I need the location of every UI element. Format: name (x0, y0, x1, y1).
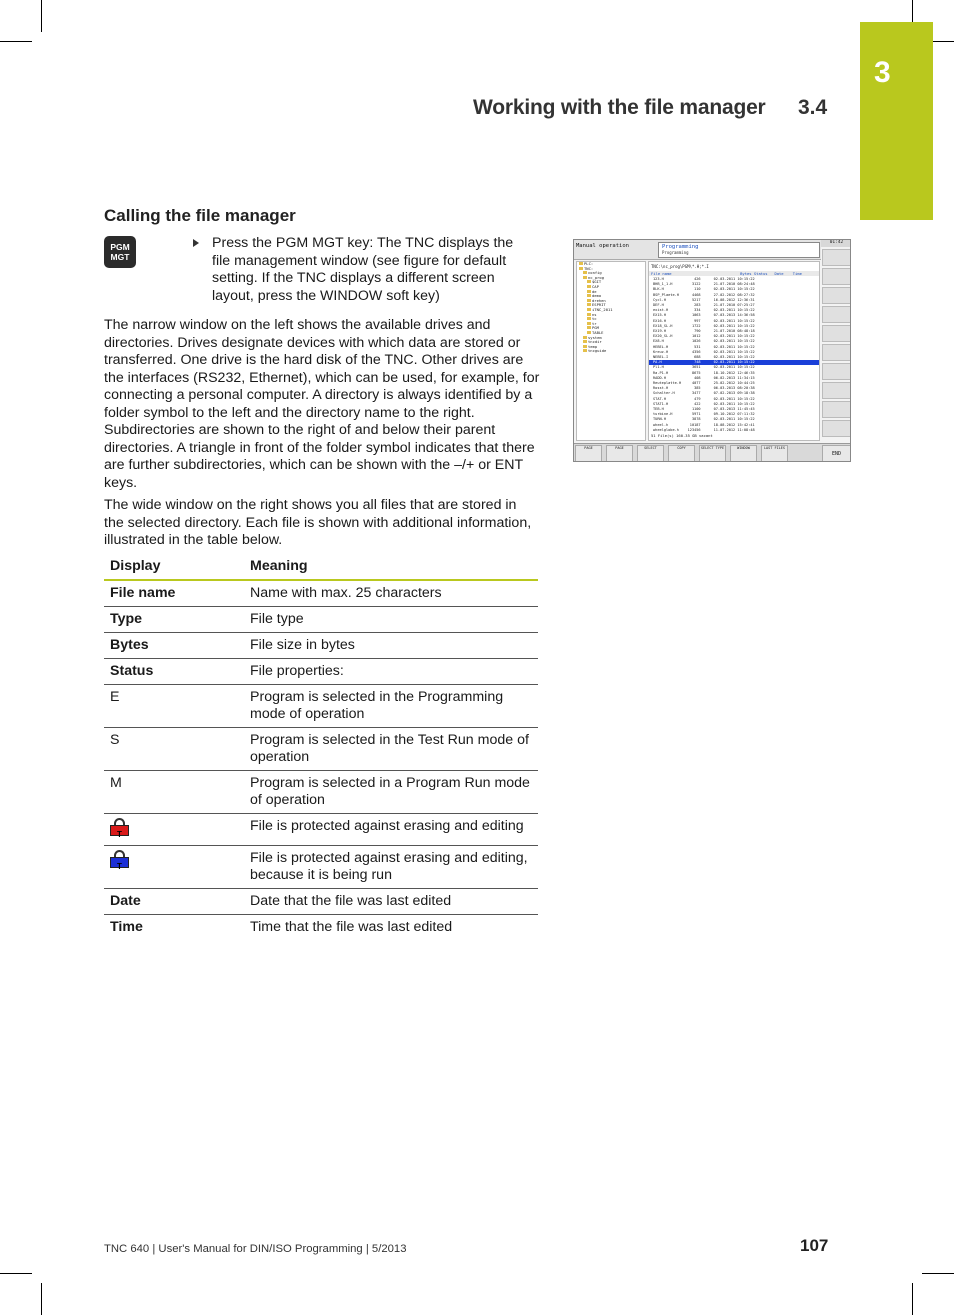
file-row[interactable]: DEF.H 283 21-07-2010 07:25:27 (653, 303, 755, 307)
display-cell: Status (104, 659, 244, 685)
file-row[interactable]: STAT.H 479 02-03-2011 10:15:22 (653, 396, 755, 401)
tree-item-label: config (588, 270, 602, 276)
folder-icon (587, 303, 591, 306)
tree-item-label: TABLE (592, 329, 604, 335)
tree-item-label: ESPRIT (592, 302, 606, 308)
tree-item-label: CAP (592, 283, 599, 289)
display-cell: E (104, 685, 244, 728)
directory-tree[interactable] (576, 261, 646, 441)
tree-item-label: $GIT (592, 279, 602, 285)
mode-manual-operation: Manual operation (576, 243, 629, 249)
meaning-cell: Time that the file was last edited (250, 919, 453, 935)
meaning-cell: Program is selected in a Program Run mode of operation (244, 771, 538, 814)
file-row[interactable]: wheel.h 10187 18-08-2012 15:42:41 (653, 422, 755, 427)
file-row[interactable]: turbine.H 5971 09-10-2012 07:11:32 (653, 412, 755, 417)
table-row (104, 607, 538, 633)
softkey[interactable]: COPY (668, 445, 695, 462)
tree-item-label: iTNC_2011 (592, 306, 613, 312)
tree-item-label: tc (592, 316, 597, 322)
file-row[interactable]: Reuteplatte.H 4077 25-02-2012 10:44:25 (653, 381, 755, 385)
lock-red-icon (110, 818, 129, 839)
display-cell: M (104, 771, 244, 814)
folder-icon (583, 345, 587, 348)
lock-letter: T (117, 830, 122, 839)
crop-mark (912, 1283, 913, 1315)
display-cell: File name (104, 580, 244, 607)
tree-item-label: PLC: (584, 261, 594, 266)
paragraph-drives: The narrow window on the left shows the available drives and directories. Drives designate devices with which data are stored or transferred. One drive is the hard disk of the TNC. Other drives are the interfaces (RS232, Ethernet), which can be used, for example, for connecting a personal computer. A directory is always identified by a folder symbol to the left and the directory name to the right. Subdirectories are shown to the right of and below their parent directories. A triangle in front of the folder symbol indicates that there are further subdirectories, which can be shown with the –/+ or ENT keys. (104, 317, 540, 491)
folder-icon (587, 290, 591, 293)
file-list-window (648, 261, 820, 441)
vertical-softkeys (822, 249, 851, 439)
crop-mark (41, 0, 42, 32)
file-row[interactable]: wheelglobe.h 123456 11-07-2012 11:08:48 (653, 427, 755, 432)
file-row[interactable]: Rosst.H 385 06-03-2013 08:20:38 (653, 386, 755, 391)
folder-icon (583, 271, 587, 274)
folder-icon (587, 322, 591, 325)
folder-icon (583, 336, 587, 339)
tree-item-label: de (592, 288, 597, 294)
folder-icon (579, 267, 583, 270)
lock-letter: T (117, 862, 122, 871)
file-row[interactable]: BHB_1_1.H 3122 21-07-2010 08:24:48 (653, 282, 755, 287)
running-header-title: Working with the file manager (473, 96, 766, 119)
meaning-cell: File is protected against erasing and editing, because it is being run (244, 846, 538, 889)
table-row (104, 771, 538, 814)
tree-item-label: demo (592, 293, 602, 299)
table-row (104, 814, 538, 846)
side-softkey[interactable] (822, 420, 851, 437)
tree-item[interactable] (577, 349, 645, 354)
display-cell (104, 846, 244, 889)
mode-programming-sub: Programming (662, 250, 689, 255)
side-softkey[interactable] (822, 306, 851, 323)
mode-bar (574, 240, 821, 260)
file-row[interactable]: EX18_SL.H 1722 02-03-2011 10:15:22 (653, 323, 755, 328)
section-heading: Calling the file manager (104, 206, 296, 225)
file-row[interactable]: HEBEL.H 531 02-03-2011 10:15:22 (653, 344, 755, 349)
end-softkey[interactable]: END (822, 445, 851, 462)
tree-item-label: ns (592, 311, 597, 317)
meaning-cell: File size in bytes (244, 633, 538, 659)
file-row[interactable]: EX8.H 1026 02-03-2011 10:15:22 (653, 339, 755, 344)
folder-icon (587, 280, 591, 283)
bullet-arrow-icon (193, 239, 199, 247)
file-row[interactable]: EX15.H 1063 07-03-2013 14:36:58 (653, 313, 755, 318)
folder-icon (587, 317, 591, 320)
file-row[interactable]: Kreuz.H 4356 02-03-2011 10:15:22 (653, 349, 755, 354)
tree-item-label: system (588, 334, 602, 340)
file-info-table (104, 557, 538, 940)
running-header-section: 3.4 (798, 96, 828, 119)
file-row[interactable]: TURN.H 3878 02-03-2011 10:15:22 (653, 417, 755, 422)
current-path: TNC:\nc_prog\PGM\*.H;*.I (651, 264, 709, 269)
mode-programming (658, 242, 820, 258)
meaning-cell: Program is selected in the Programming mode of operation (244, 685, 538, 728)
folder-icon (583, 349, 587, 352)
folder-icon (587, 294, 591, 297)
file-row[interactable]: Ra-P1.H 8675 18-10-2012 12:46:35 (653, 370, 755, 375)
softkey[interactable]: LAST FILES (761, 445, 788, 462)
file-manager-screenshot (573, 239, 851, 462)
folder-icon (587, 326, 591, 329)
softkey-bar (574, 443, 851, 462)
file-status-line: 51 File(s) 160.35 GB vacant (651, 433, 713, 438)
footer-text: TNC 640 | User's Manual for DIN/ISO Programming | 5/2013 (104, 1243, 407, 1255)
instruction-step: Press the PGM MGT key: The TNC displays the file management window (see figure for default setting. If the TNC displays a different screen layout, press the WINDOW soft key) (212, 235, 514, 305)
header-meaning: Meaning (244, 557, 538, 580)
tree-item-label: tr (592, 320, 597, 326)
clock: 01:42 (821, 240, 851, 247)
crop-mark (922, 1273, 954, 1274)
meaning-cell: File properties: (244, 659, 538, 685)
folder-icon (587, 331, 591, 334)
header-display: Display (104, 557, 244, 580)
side-softkey[interactable] (822, 249, 851, 266)
file-row[interactable]: EX19.H 790 21-07-2010 08:48:18 (653, 329, 755, 333)
crop-mark (41, 1283, 42, 1315)
meaning-cell: Name with max. 25 characters (244, 580, 538, 607)
page-number: 107 (800, 1236, 829, 1255)
tree-item-label: TNC: (584, 265, 594, 271)
file-row[interactable]: Cycl.H 5217 16-08-2012 12:36:31 (653, 297, 755, 302)
side-softkey[interactable] (822, 382, 851, 399)
file-row[interactable]: STAT1.H 422 02-03-2011 10:15:22 (653, 401, 755, 406)
file-row[interactable]: exist.H 334 02-03-2011 10:15:22 (653, 308, 755, 313)
meaning-cell: Date that the file was last edited (244, 889, 538, 915)
folder-icon (579, 262, 583, 265)
folder-icon (587, 285, 591, 288)
side-softkey[interactable] (822, 325, 851, 342)
pgm-key-line2: MGT (110, 252, 130, 262)
file-row[interactable]: Schalter.H 3477 07-02-2013 09:18:38 (653, 391, 755, 396)
file-row[interactable]: BLK.H 110 02-03-2011 10:15:22 (653, 287, 755, 292)
mode-programming-label: Programming (662, 244, 699, 250)
table-row (104, 846, 538, 889)
softkey[interactable]: WINDOW (730, 445, 757, 462)
table-row (104, 659, 538, 685)
file-list-header: File name Bytes Status Date Time (649, 271, 819, 276)
file-row[interactable]: 123.H 426 02-03-2011 10:15:22 (653, 277, 755, 281)
table-row (104, 685, 538, 728)
side-softkey[interactable] (822, 401, 851, 418)
crop-mark (0, 1273, 32, 1274)
file-row[interactable]: Pl1.H 3651 02-03-2011 10:15:22 (653, 365, 755, 370)
pgm-key-line1: PGM (110, 242, 130, 252)
table-row (104, 889, 538, 915)
display-cell: Type (104, 607, 244, 633)
paragraph-files: The wide window on the right shows you all files that are stored in the selected directory. Each file is shown with additional information, illustrated in the table below. (104, 497, 532, 548)
tree-item-label: PGM (592, 325, 599, 331)
table-row (104, 915, 538, 941)
table-header-row (104, 557, 538, 580)
file-row[interactable]: EX16.H 997 02-03-2011 10:15:22 (653, 318, 755, 323)
file-row[interactable]: PA.H 748 02-03-2011 10:15:22 (649, 360, 819, 365)
folder-icon (583, 276, 587, 279)
side-softkey[interactable] (822, 287, 851, 304)
tree-item-label: drehen (592, 297, 606, 303)
table-row (104, 580, 538, 607)
folder-icon (583, 340, 587, 343)
display-cell: Time (110, 919, 143, 935)
meaning-cell: File type (244, 607, 538, 633)
softkey[interactable]: SELECT (637, 445, 664, 462)
folder-icon (587, 308, 591, 311)
softkey[interactable]: PAGE (575, 445, 602, 462)
folder-icon (587, 299, 591, 302)
tree-item-label: temp (588, 343, 598, 349)
file-row[interactable]: TEB.H 1100 07-03-2013 11:45:45 (653, 407, 755, 411)
table-row (104, 728, 538, 771)
file-row[interactable]: NEBEL.I 688 02-03-2011 10:15:22 (653, 355, 755, 359)
file-row[interactable]: BSP_Plaete.H 4468 27-02-2012 08:27:32 (653, 292, 755, 297)
lock-blue-icon (110, 850, 129, 871)
display-cell (104, 814, 244, 846)
chapter-number: 3 (874, 56, 891, 89)
tree-item-label: nc_prog (588, 274, 605, 280)
softkey[interactable]: SELECT TYPE (699, 445, 726, 462)
display-cell: S (104, 728, 244, 771)
meaning-cell: File is protected against erasing and editing (244, 814, 538, 846)
display-cell: Bytes (104, 633, 244, 659)
folder-icon (587, 313, 591, 316)
chapter-tab (860, 22, 933, 220)
softkey[interactable]: PAGE (606, 445, 633, 462)
pgm-mgt-key-icon (104, 236, 136, 268)
side-softkey[interactable] (822, 344, 851, 361)
tree-item-label: tncguide (588, 348, 607, 354)
crop-mark (0, 41, 32, 42)
tree-item-label: tncdir (588, 339, 602, 345)
file-row[interactable]: EX20_SL.H 1012 02-03-2011 10:15:22 (653, 334, 755, 339)
display-cell: Date (104, 889, 244, 915)
side-softkey[interactable] (822, 268, 851, 285)
table-row (104, 633, 538, 659)
meaning-cell: Program is selected in the Test Run mode of operation (244, 728, 538, 771)
file-row[interactable]: RADD.H 408 06-02-2013 11:34:15 (653, 375, 755, 380)
side-softkey[interactable] (822, 363, 851, 380)
